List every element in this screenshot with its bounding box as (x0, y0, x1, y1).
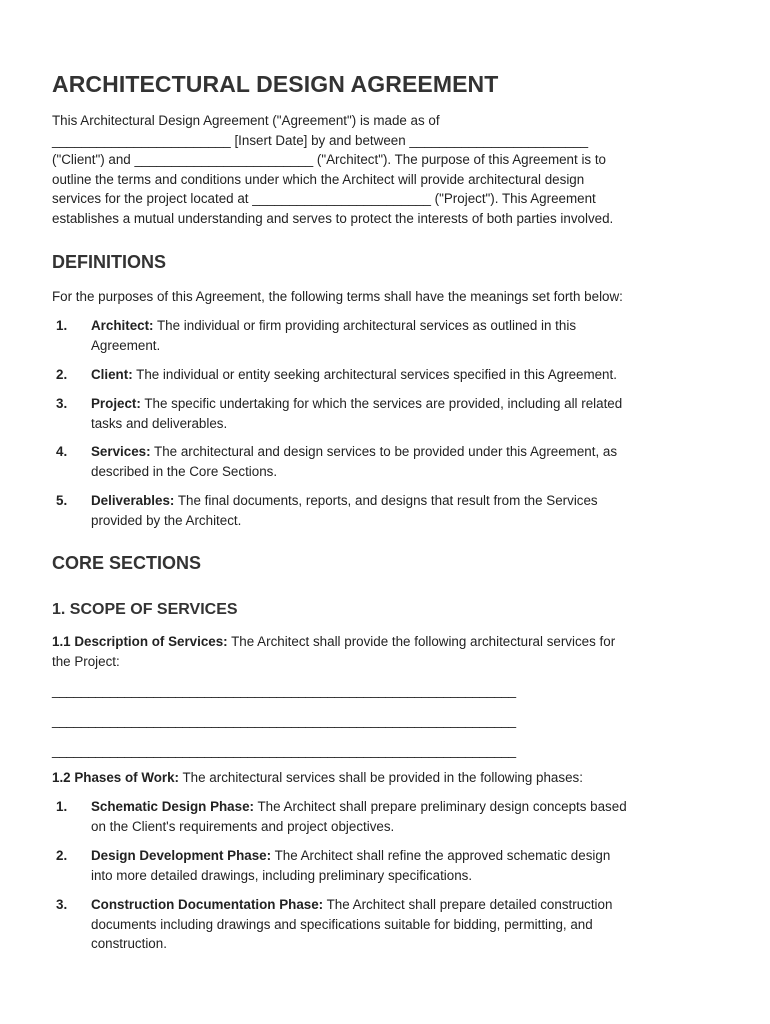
definition-text: The individual or firm providing architectural services as outlined in this (153, 318, 577, 333)
phase-term: Schematic Design Phase: (91, 799, 254, 814)
definition-text: The final documents, reports, and designs that result from the Services (174, 493, 598, 508)
intro-line: ("Client") and ________________________ ("Architect"). The purpose of this Agreement is to (52, 152, 607, 167)
document-title: ARCHITECTURAL DESIGN AGREEMENT (52, 71, 499, 97)
intro-line: establishes a mutual understanding and serves to protect the interests of both parties involved. (52, 210, 614, 226)
core-sections-heading: CORE SECTIONS (52, 553, 202, 573)
list-item-body (91, 442, 721, 481)
definition-term: Services: (91, 444, 151, 459)
fill-in-line: ________________________________________________________________ (52, 713, 516, 728)
phase-text: into more detailed drawings, including preliminary specifications. (91, 867, 473, 883)
description-text: the Project: (52, 653, 120, 669)
definition-term: Deliverables: (91, 493, 175, 508)
definition-text: provided by the Architect. (91, 512, 242, 528)
definition-term: Architect: (91, 318, 154, 333)
scope-heading: 1. SCOPE OF SERVICES (52, 601, 238, 618)
phase-text: The Architect shall prepare detailed construction (323, 897, 613, 912)
fill-in-line: ________________________________________________________________ (52, 683, 516, 698)
phase-text: The Architect shall refine the approved schematic design (271, 848, 611, 863)
phases-text: The architectural services shall be provided in the following phases: (179, 770, 583, 785)
definition-text: Agreement. (91, 337, 161, 353)
description-paragraph (52, 632, 717, 671)
list-number: 3. (56, 396, 68, 411)
list-item-body (91, 394, 721, 433)
list-item-body (91, 797, 721, 836)
phase-text: construction. (91, 936, 167, 951)
definition-text: tasks and deliverables. (91, 415, 228, 431)
definition-term: Project: (91, 396, 141, 411)
phase-term: Construction Documentation Phase: (91, 897, 324, 912)
phase-text: on the Client's requirements and project objectives. (91, 818, 395, 834)
description-text: The Architect shall provide the following architectural services for (227, 634, 616, 649)
definition-text: The individual or entity seeking architectural services specified in this Agreement. (132, 367, 617, 382)
list-number: 1. (56, 799, 68, 814)
phase-text: documents including drawings and specifications suitable for bidding, permitting, and (91, 916, 593, 932)
list-number: 2. (56, 367, 68, 382)
definition-text: described in the Core Sections. (91, 463, 278, 479)
phases-paragraph (52, 768, 717, 788)
definition-text: The architectural and design services to be provided under this Agreement, as (150, 444, 618, 459)
phases-label: 1.2 Phases of Work: (52, 770, 180, 785)
list-number: 2. (56, 848, 68, 863)
definitions-heading: DEFINITIONS (52, 252, 167, 272)
intro-line: services for the project located at ________________________ ("Project"). This Agreement (52, 191, 596, 206)
definition-text: The specific undertaking for which the services are provided, including all related (140, 396, 623, 411)
list-number: 4. (56, 444, 68, 459)
phase-text: The Architect shall prepare preliminary design concepts based (253, 799, 627, 814)
fill-in-line: ________________________________________________________________ (52, 743, 516, 758)
intro-line: This Architectural Design Agreement ("Agreement") is made as of (52, 113, 440, 128)
list-item-body (91, 491, 721, 530)
list-number: 1. (56, 318, 68, 333)
definition-term: Client: (91, 367, 133, 382)
intro-line: ________________________ [Insert Date] by and between ________________________ (52, 132, 589, 148)
intro-line: outline the terms and conditions under which the Architect will provide architectural design (52, 171, 585, 187)
list-item-body (91, 846, 721, 885)
list-number: 5. (56, 493, 68, 508)
intro-paragraph (52, 111, 717, 228)
description-label: 1.1 Description of Services: (52, 634, 228, 649)
list-item-body (91, 365, 721, 385)
definitions-lead: For the purposes of this Agreement, the following terms shall have the meanings set forth below: (52, 289, 623, 304)
list-number: 3. (56, 897, 68, 912)
list-item-body (91, 316, 721, 355)
list-item-body (91, 895, 721, 954)
phase-term: Design Development Phase: (91, 848, 272, 863)
